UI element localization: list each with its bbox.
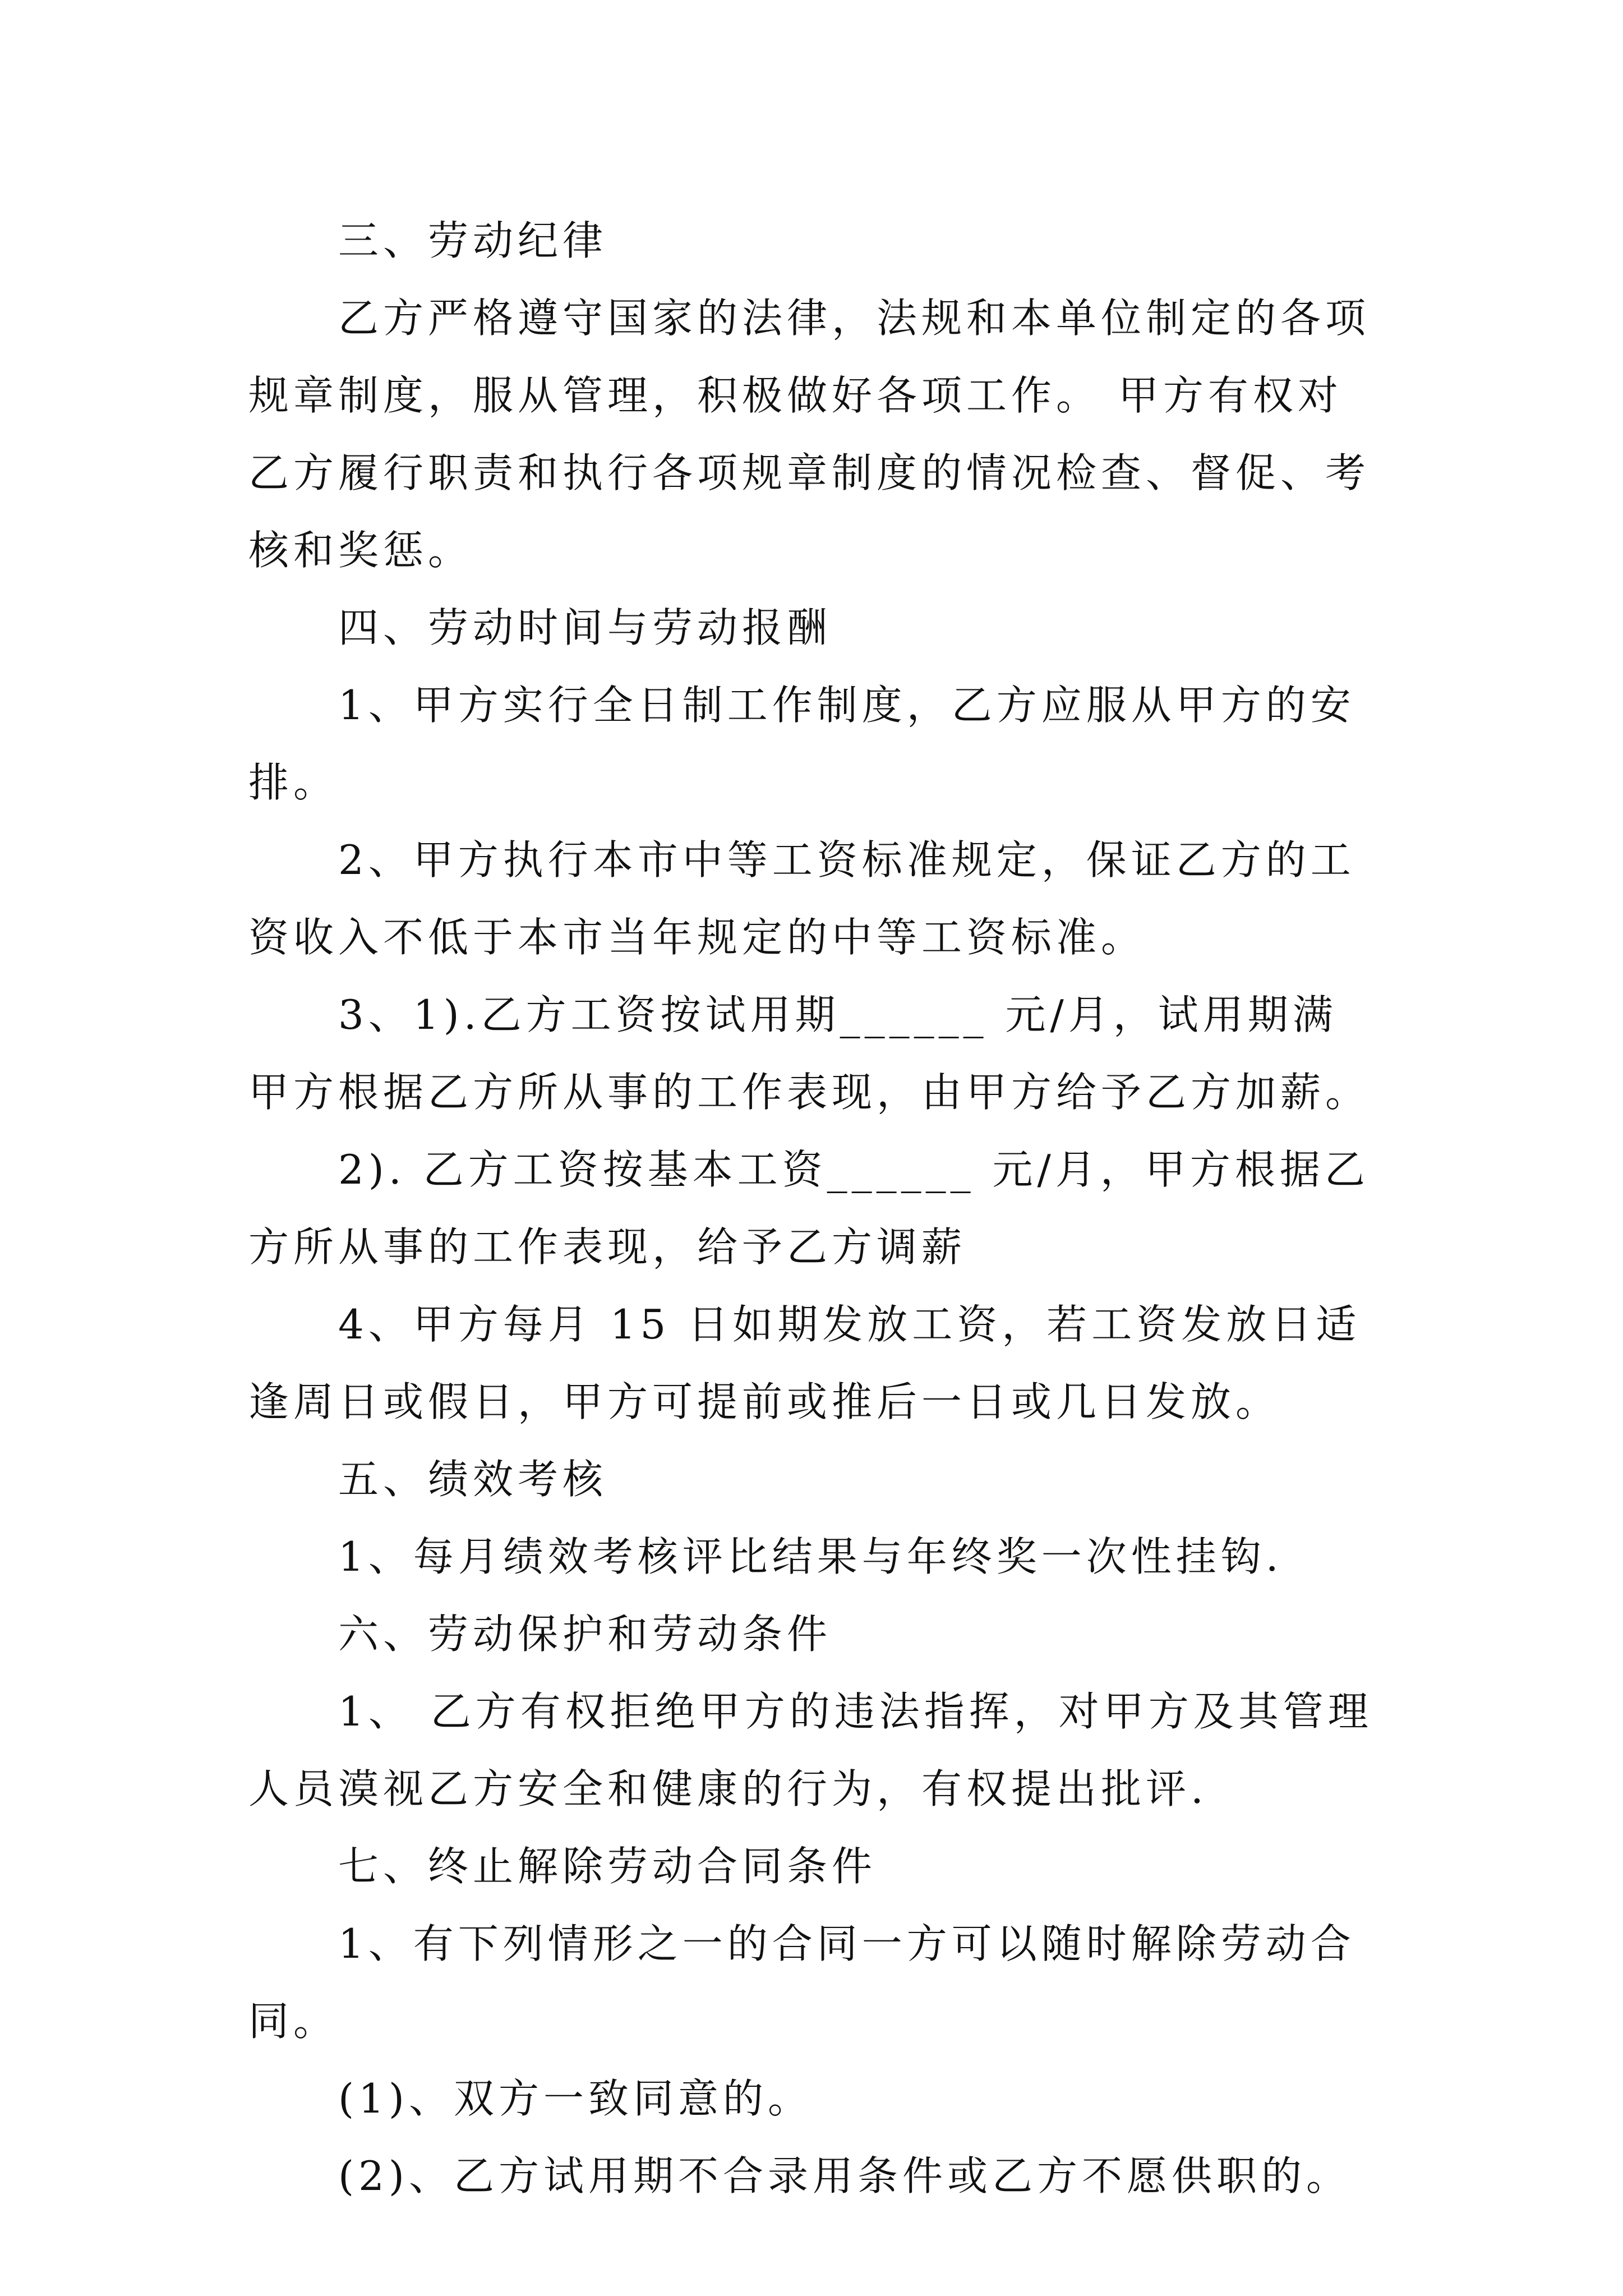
paragraph-pay-date: 4、甲方每月 15 日如期发放工资，若工资发放日适逢周日或假日，甲方可提前或推后一日或几日发放。 xyxy=(248,1301,1361,1425)
section-heading-labor-discipline: 三、劳动纪律 xyxy=(338,217,608,264)
section-heading-termination: 七、终止解除劳动合同条件 xyxy=(338,1843,877,1890)
paragraph-probation-wage: 3、1).乙方工资按试用期______ 元/月，试用期满甲方根据乙方所从事的工作表现，由甲方给予乙方加薪。 xyxy=(248,991,1371,1116)
paragraph-termination-item-2: (2)、乙方试用期不合录用条件或乙方不愿供职的。 xyxy=(338,2152,1351,2200)
section-heading-working-time-pay: 四、劳动时间与劳动报酬 xyxy=(338,604,832,651)
section-heading-protection: 六、劳动保护和劳动条件 xyxy=(338,1611,832,1658)
paragraph-termination-conditions: 1、有下列情形之一的合同一方可以随时解除劳动合同。 xyxy=(248,1920,1355,2045)
document-body xyxy=(248,202,1381,2215)
paragraph-work-system: 1、甲方实行全日制工作制度，乙方应服从甲方的安排。 xyxy=(248,682,1355,806)
paragraph-termination-item-1: (1)、双方一致同意的。 xyxy=(338,2075,813,2122)
paragraph-labor-discipline: 乙方严格遵守国家的法律，法规和本单位制定的各项规章制度，服从管理，积极做好各项工作。 甲方有权对乙方履行职责和执行各项规章制度的情况检查、督促、考核和奖惩。 xyxy=(248,295,1371,574)
section-heading-performance: 五、绩效考核 xyxy=(338,1456,608,1503)
paragraph-performance: 1、每月绩效考核评比结果与年终奖一次性挂钩. xyxy=(338,1533,1283,1580)
paragraph-wage-standard: 2、甲方执行本市中等工资标准规定，保证乙方的工资收入不低于本市当年规定的中等工资标准。 xyxy=(248,836,1355,961)
paragraph-protection: 1、 乙方有权拒绝甲方的违法指挥，对甲方及其管理人员漠视乙方安全和健康的行为，有权提出批评. xyxy=(248,1688,1373,1812)
paragraph-basic-wage: 2). 乙方工资按基本工资______ 元/月，甲方根据乙方所从事的工作表现，给予乙方调薪 xyxy=(248,1146,1370,1271)
